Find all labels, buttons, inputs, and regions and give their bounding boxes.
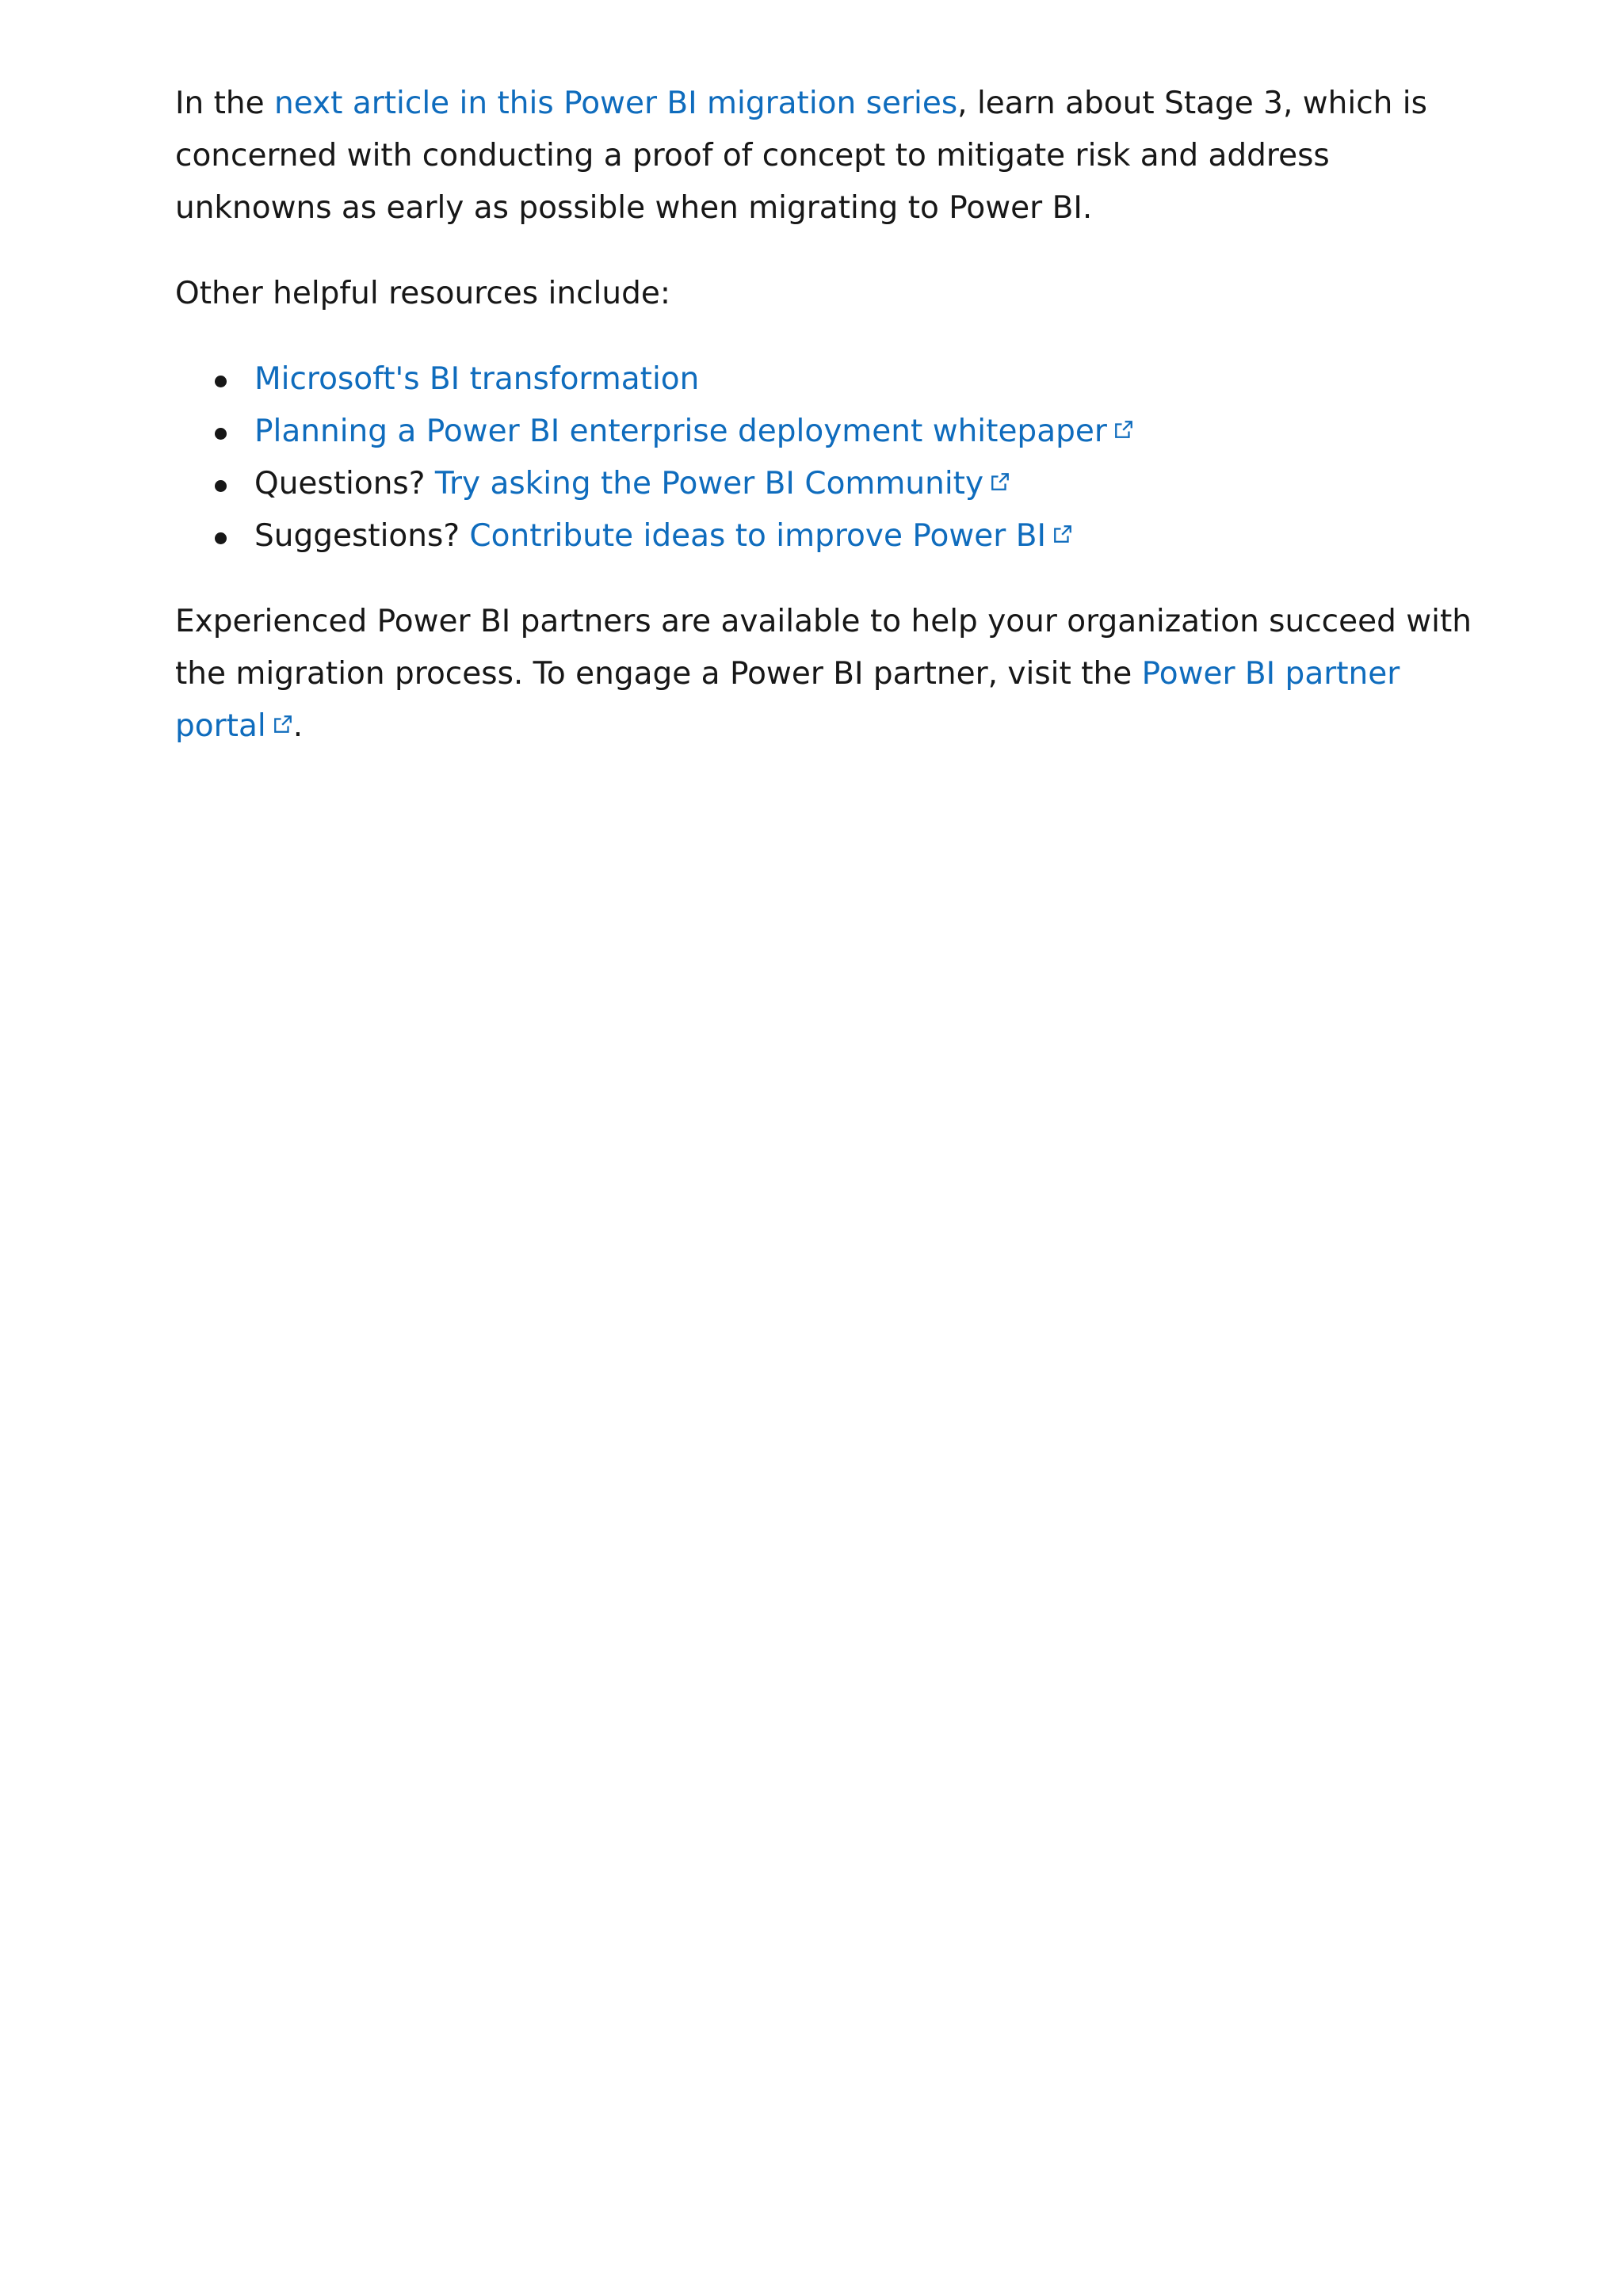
resources-heading: Other helpful resources include: xyxy=(175,276,670,311)
bullet-icon xyxy=(215,428,227,440)
bi-transformation-link[interactable]: Microsoft's BI transformation xyxy=(254,361,700,397)
partners-suffix: . xyxy=(292,708,304,744)
enterprise-deployment-whitepaper-link[interactable] xyxy=(254,414,1134,449)
external-link-icon xyxy=(990,471,1010,492)
whitepaper-link-label: Planning a Power BI enterprise deployment whitepaper xyxy=(254,414,1107,449)
contribute-ideas-link[interactable] xyxy=(469,518,1073,554)
external-link-icon xyxy=(1052,524,1073,544)
partners-paragraph xyxy=(175,596,1475,753)
suggestions-prefix: Suggestions? xyxy=(254,518,470,554)
list-item xyxy=(175,353,1475,406)
partner-portal-link-label: Power BI partner portal xyxy=(175,656,1400,744)
list-item xyxy=(175,406,1475,458)
bullet-icon xyxy=(215,480,227,492)
ideas-link-label: Contribute ideas to improve Power BI xyxy=(469,518,1046,554)
resources-list xyxy=(175,353,1475,563)
power-bi-community-link[interactable] xyxy=(435,466,1010,502)
external-link-icon xyxy=(273,714,293,734)
questions-prefix: Questions? xyxy=(254,466,435,502)
intro-suffix: , learn about Stage 3, which is concerned with conducting a proof of concept to mitigate risk and address unknowns as early as possible when migrating to Power BI. xyxy=(175,86,1427,226)
bullet-icon xyxy=(215,532,227,544)
intro-paragraph xyxy=(175,78,1475,235)
article-body xyxy=(175,78,1475,786)
bullet-icon xyxy=(215,376,227,387)
community-link-label: Try asking the Power BI Community xyxy=(434,466,984,502)
list-item xyxy=(175,458,1475,510)
next-article-link[interactable]: next article in this Power BI migration series xyxy=(274,86,958,121)
intro-prefix: In the xyxy=(175,86,275,121)
list-item xyxy=(175,510,1475,563)
external-link-icon xyxy=(1113,419,1134,440)
partners-text: Experienced Power BI partners are available to help your organization succeed with the migration process. To engage a Power BI partner, visit the xyxy=(175,604,1472,692)
